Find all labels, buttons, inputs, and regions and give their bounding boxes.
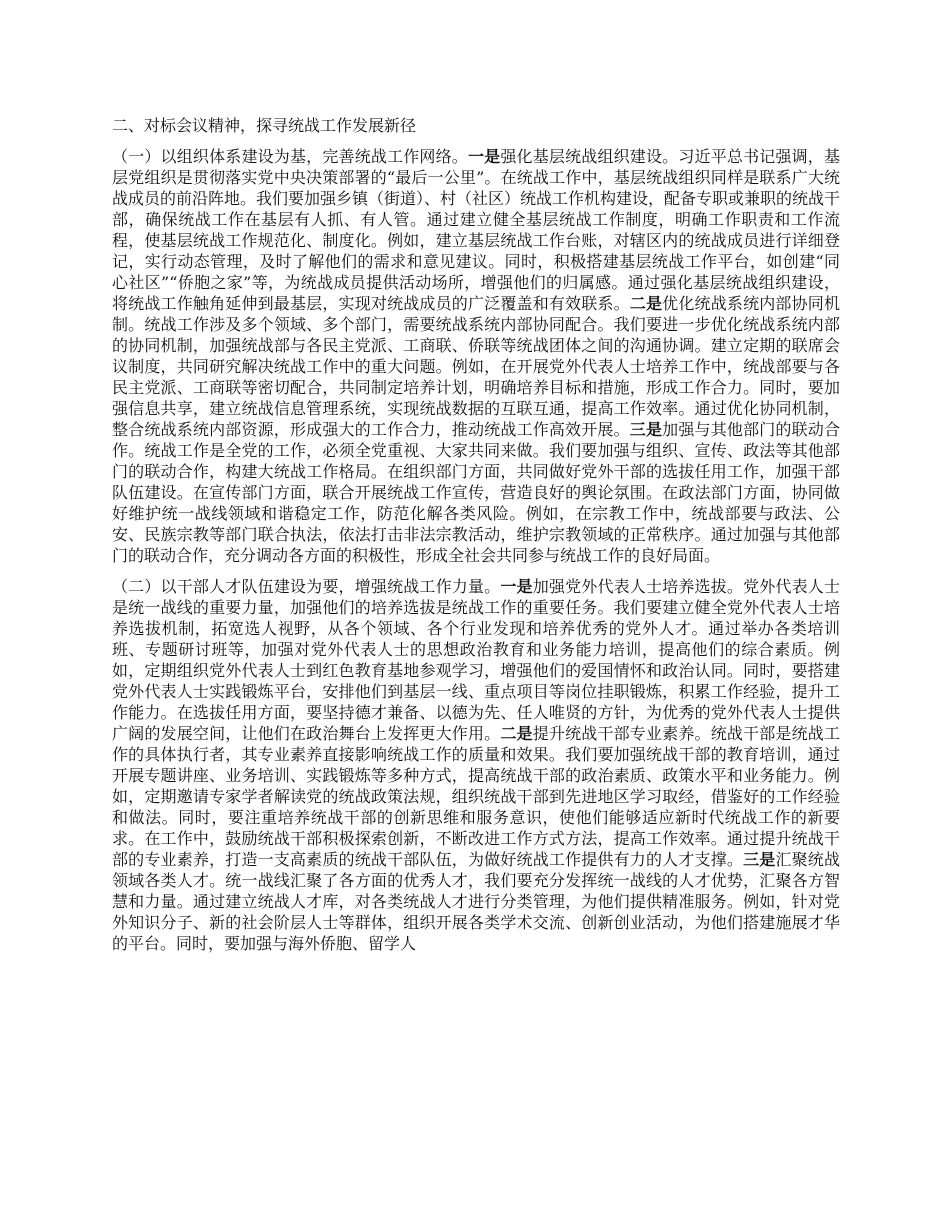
paragraph-2-body-1: 加强党外代表人士培养选拔。党外代表人士是统一战线的重要力量，加强他们的培养选拔是统战工作的重要任务。我们要建立健全党外代表人士培养选拔机制，拓宽选人视野，从各个领域、各个行业发现和培养优秀的党外人才。通过举办各类培训班、专题研讨班等，加强对党外代表人士的思想政治教育和业务能力培训，提高他们的综合素质。例如，定期组织党外代表人士到红色教育基地参观学习，增强他们的爱国情怀和政治认同。同时，要搭建党外代表人士实践锻炼平台，安排他们到基层一线、重点项目等岗位挂职锻炼，积累工作经验，提升工作能力。在选拔任用方面，要坚持德才兼备、以德为先、任人唯贤的方针，为优秀的党外代表人士提供广阔的发展空间，让他们在政治舞台上发挥更大作用。 bbox=[112, 577, 840, 743]
paragraph-1-intro: （一）以组织体系建设为基，完善统战工作网络。 bbox=[112, 147, 468, 166]
paragraph-2-marker-1: 一是 bbox=[500, 577, 533, 596]
paragraph-1 bbox=[112, 146, 840, 566]
paragraph-1-marker-2: 二是 bbox=[629, 294, 663, 313]
document-page bbox=[112, 110, 840, 964]
paragraph-2-marker-3: 三是 bbox=[743, 850, 776, 869]
section-heading: 二、对标会议精神，探寻统战工作发展新径 bbox=[112, 116, 417, 135]
paragraph-2 bbox=[112, 576, 840, 954]
paragraph-2-body-2: 提升统战干部专业素养。统战干部是统战工作的具体执行者，其专业素养直接影响统战工作的质量和效果。我们要加强统战干部的教育培训，通过开展专题讲座、业务培训、实践锻炼等多种方式，提高统战干部的政治素质、政策水平和业务能力。例如，定期邀请专家学者解读党的统战政策法规，组织统战干部到先进地区学习取经，借鉴好的工作经验和做法。同时，要注重培养统战干部的创新思维和服务意识，使他们能够适应新时代统战工作的新要求。在工作中，鼓励统战干部积极探索创新，不断改进工作方式方法，提高工作效率。通过提升统战干部的专业素养，打造一支高素质的统战干部队伍，为做好统战工作提供有力的人才支撑。 bbox=[112, 724, 840, 869]
paragraph-1-body-3: 加强与其他部门的联动合作。统战工作是全党的工作，必须全党重视、大家共同来做。我们要加强与组织、宣传、政法等其他部门的联动合作，构建大统战工作格局。在组织部门方面，共同做好党外干部的选拔任用工作，加强干部队伍建设。在宣传部门方面，联合开展统战工作宣传，营造良好的舆论氛围。在政法部门方面，协同做好维护统一战线领域和谐稳定工作，防范化解各类风险。例如，在宗教工作中，统战部要与政法、公安、民族宗教等部门联合执法，依法打击非法宗教活动，维护宗教领域的正常秩序。通过加强与其他部门的联动合作，充分调动各方面的积极性，形成全社会共同参与统战工作的良好局面。 bbox=[112, 420, 840, 565]
paragraph-1-marker-1: 一是 bbox=[467, 147, 501, 166]
paragraph-2-intro: （二）以干部人才队伍建设为要，增强统战工作力量。 bbox=[112, 577, 501, 596]
paragraph-1-body-1: 强化基层统战组织建设。习近平总书记强调，基层党组织是贯彻落实党中央决策部署的“最后一公里”。在统战工作中，基层统战组织同样是联系广大统战成员的前沿阵地。我们要加强乡镇（街道）、村（社区）统战工作机构建设，配备专职或兼职的统战干部，确保统战工作在基层有人抓、有人管。通过建立健全基层统战工作制度，明确工作职责和工作流程，使基层统战工作规范化、制度化。例如，建立基层统战工作台账，对辖区内的统战成员进行详细登记，实行动态管理，及时了解他们的需求和意见建议。同时，积极搭建基层统战工作平台，如创建“同心社区”“侨胞之家”等，为统战成员提供活动场所，增强他们的归属感。通过强化基层统战组织建设，将统战工作触角延伸到最基层，实现对统战成员的广泛覆盖和有效联系。 bbox=[112, 147, 841, 313]
paragraph-2-body-3: 汇聚统战领域各类人才。统一战线汇聚了各方面的优秀人才，我们要充分发挥统一战线的人才优势，汇聚各方智慧和力量。通过建立统战人才库，对各类统战人才进行分类管理，为他们提供精准服务。例如，针对党外知识分子、新的社会阶层人士等群体，组织开展各类学术交流、创新创业活动，为他们搭建施展才华的平台。同时，要加强与海外侨胞、留学人 bbox=[112, 850, 840, 953]
paragraph-2-marker-2: 二是 bbox=[500, 724, 533, 743]
paragraph-1-body-2: 优化统战系统内部协同机制。统战工作涉及多个领域、多个部门，需要统战系统内部协同配合。我们要进一步优化统战系统内部的协同机制，加强统战部与各民主党派、工商联、侨联等统战团体之间的沟通协调。建立定期的联席会议制度，共同研究解决统战工作中的重大问题。例如，在开展党外代表人士培养工作中，统战部要与各民主党派、工商联等密切配合，共同制定培养计划，明确培养目标和措施，形成工作合力。同时，要加强信息共享，建立统战信息管理系统，实现统战数据的互联互通，提高工作效率。通过优化协同机制，整合统战系统内部资源，形成强大的工作合力，推动统战工作高效开展。 bbox=[112, 294, 840, 439]
paragraph-1-marker-3: 三是 bbox=[629, 420, 663, 439]
